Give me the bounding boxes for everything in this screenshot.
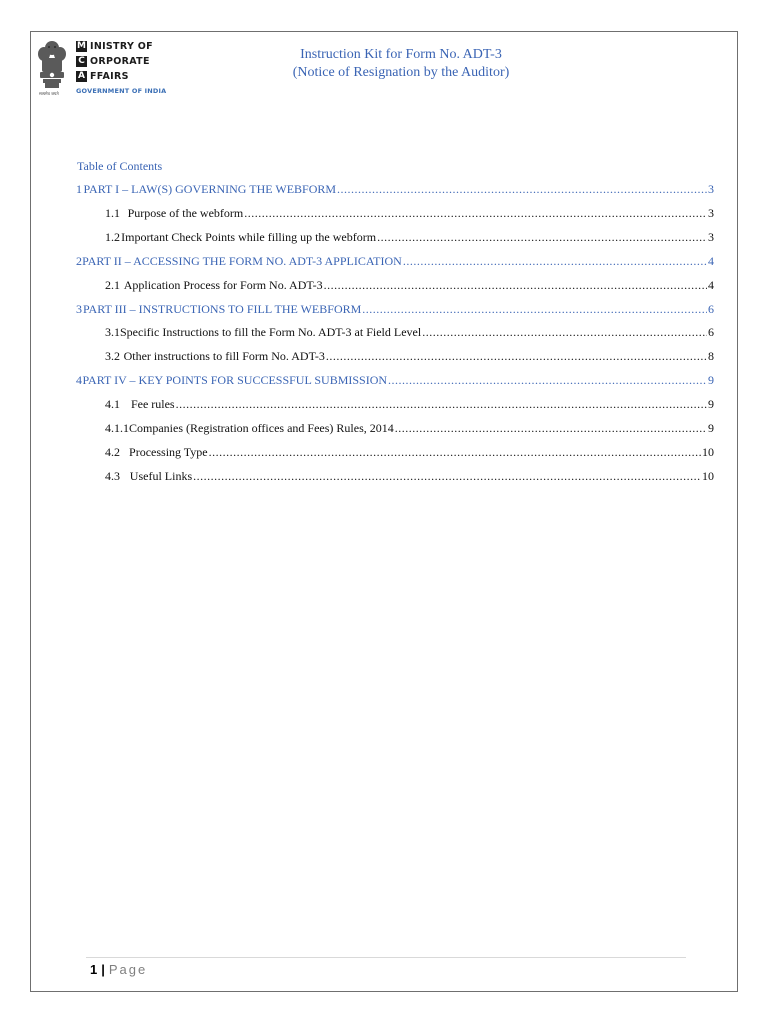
toc-dot-leader (337, 182, 707, 197)
toc-entry-number: 2.1 (105, 277, 120, 292)
toc-entry[interactable] (76, 254, 714, 270)
toc-entry[interactable] (76, 421, 714, 437)
footer-divider (86, 957, 686, 958)
toc-entry-number: 3.1 (105, 325, 120, 340)
toc-dot-leader (388, 373, 707, 388)
wordmark-initial: M (77, 40, 86, 51)
toc-entry-title: Processing Type (129, 444, 208, 459)
wordmark-row-affairs (76, 69, 153, 83)
toc-entry-title: Companies (Registration offices and Fees) Rules, 2014 (129, 421, 394, 435)
emblem-caption: सत्यमेव जयते (39, 91, 59, 96)
toc-entry-title: Useful Links (129, 468, 193, 483)
toc-entry-number: 4.1 (105, 397, 120, 412)
document-page (30, 31, 738, 992)
document-header-title (231, 46, 571, 82)
toc-dot-leader (244, 206, 707, 221)
toc-dot-leader (395, 421, 707, 436)
header-title-line2: (Notice of Resignation by the Auditor) (292, 65, 510, 80)
wordmark-initial: A (76, 71, 87, 82)
toc-entry-page: 6 (708, 301, 714, 316)
toc-entry-page: 10 (702, 468, 714, 483)
toc-entry-title: Other instructions to fill Form No. ADT-3 (123, 349, 325, 364)
toc-entry[interactable] (76, 445, 714, 461)
toc-entry-number: 3 (76, 301, 82, 316)
toc-entry-number: 1.1 (105, 205, 120, 220)
toc-heading: Table of Contents (77, 159, 163, 173)
footer-separator: | (101, 962, 105, 977)
toc-entry-number: 3.2 (105, 349, 120, 364)
toc-entry-page: 8 (708, 349, 714, 364)
toc-entry-page: 6 (708, 325, 714, 340)
toc-entry[interactable] (76, 182, 714, 198)
toc-entry[interactable] (76, 302, 714, 318)
toc-dot-leader (176, 397, 707, 412)
toc-entry-number: 4 (76, 373, 82, 388)
toc-dot-leader (362, 302, 707, 317)
toc-entry-title: Important Check Points while filling up the webform (121, 229, 377, 244)
government-of-india-label: GOVERNMENT OF INDIA (76, 87, 167, 95)
toc-entry-page: 3 (708, 229, 714, 244)
toc-dot-leader (377, 230, 707, 245)
toc-entry-page: 4 (708, 253, 714, 268)
toc-dot-leader (209, 445, 701, 460)
national-emblem-icon (36, 38, 68, 98)
toc-dot-leader (326, 349, 707, 364)
toc-entry[interactable] (76, 278, 714, 294)
header-title-line1: Instruction Kit for Form No. ADT-3 (300, 47, 502, 62)
toc-entry-page: 3 (708, 182, 714, 196)
toc-entry-number: 4.3 (105, 468, 120, 483)
toc-entry-title: PART II – ACCESSING THE FORM NO. ADT-3 APPLICATION (82, 253, 402, 268)
toc-entry-page: 4 (708, 277, 714, 292)
toc-entry-title: PART III – INSTRUCTIONS TO FILL THE WEBFORM (82, 301, 362, 316)
wordmark-word: INISTRY OF (90, 40, 153, 52)
toc-entry-title: PART IV – KEY POINTS FOR SUCCESSFUL SUBMISSION (82, 373, 388, 388)
toc-dot-leader (193, 469, 701, 484)
toc-entry[interactable] (76, 206, 714, 222)
toc-entry[interactable] (76, 230, 714, 246)
toc-entry-page: 3 (708, 205, 714, 220)
wordmark-initial: C (76, 56, 87, 67)
toc-entry[interactable] (76, 469, 714, 485)
toc-entry-title: Purpose of the webform (127, 205, 244, 220)
page-number: 1 (90, 962, 98, 977)
toc-entry[interactable] (76, 397, 714, 413)
toc-entry-page: 10 (702, 444, 714, 459)
page-label: Page (108, 962, 148, 977)
toc-entry-number: 1.2 (105, 229, 120, 244)
toc-entry-title: Specific Instructions to fill the Form No. ADT-3 at Field Level (120, 325, 422, 340)
wordmark-row-corporate (76, 54, 153, 68)
toc-entry-number: 4.2 (105, 444, 120, 459)
mca-logo (36, 38, 171, 100)
toc-entry[interactable] (76, 325, 714, 341)
toc-entry[interactable] (76, 349, 714, 365)
wordmark-word: ORPORATE (90, 55, 150, 67)
toc-entry-number: 1 (76, 182, 82, 196)
toc-entry-title: Fee rules (130, 397, 175, 412)
page-footer (90, 962, 147, 977)
toc-entry-page: 9 (708, 397, 714, 412)
toc-entry-number: 4.1.1 (105, 421, 129, 435)
toc-dot-leader (324, 278, 707, 293)
wordmark-row-ministry (76, 39, 153, 53)
toc-entry-page: 9 (708, 421, 714, 435)
toc-dot-leader (422, 325, 707, 340)
toc-entry-title: Application Process for Form No. ADT-3 (123, 277, 323, 292)
ministry-wordmark (76, 39, 153, 84)
toc-dot-leader (403, 254, 707, 269)
toc-entry-title: PART I – LAW(S) GOVERNING THE WEBFORM (83, 182, 337, 196)
wordmark-word: FFAIRS (90, 70, 129, 82)
toc-entry-page: 9 (708, 373, 714, 388)
toc-entry[interactable] (76, 373, 714, 389)
toc-entry-number: 2 (76, 253, 82, 268)
